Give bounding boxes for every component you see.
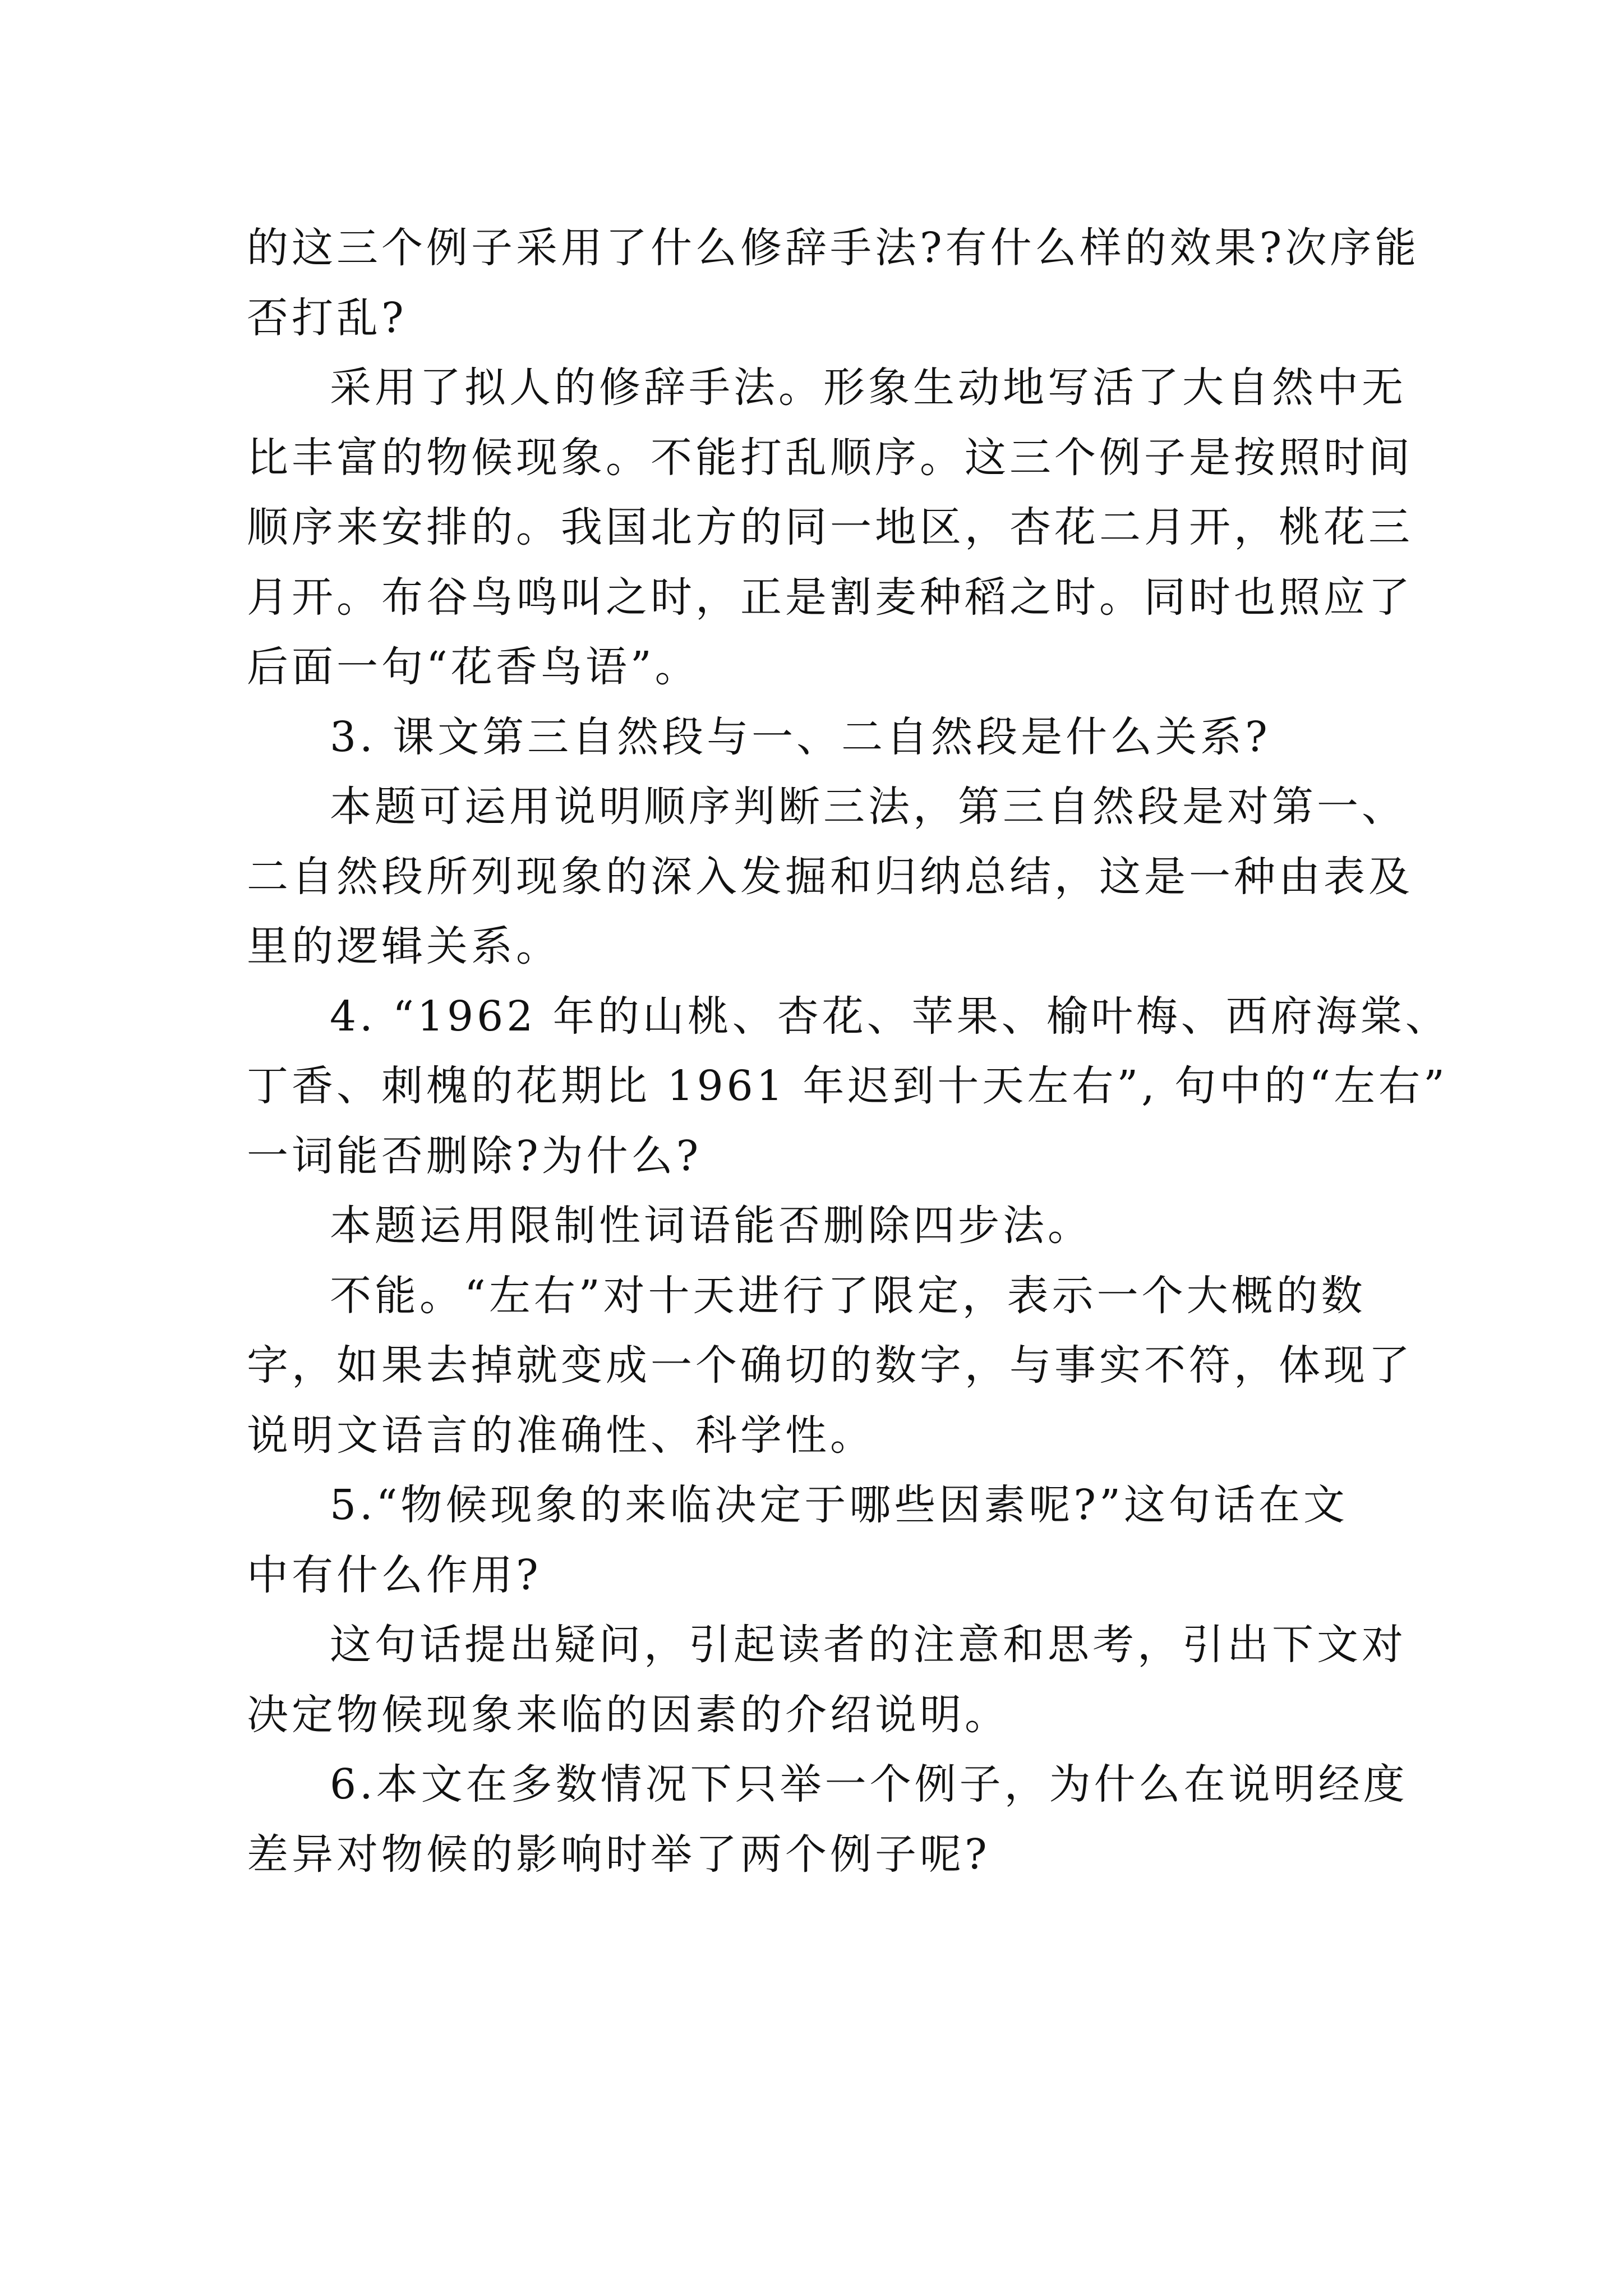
text-line: 说明文语言的准确性、科学性。 [247, 1411, 875, 1460]
text-line: 差异对物候的影响时举了两个例子呢? [247, 1830, 990, 1879]
text-line: 字，如果去掉就变成一个确切的数字，与事实不符，体现了 [247, 1341, 1413, 1389]
question-line: 4. “1962 年的山桃、杏花、苹果、榆叶梅、西府海棠、 [330, 992, 1450, 1041]
text-line: 不能。“左右”对十天进行了限定，表示一个大概的数 [330, 1271, 1366, 1320]
text-line: 采用了拟人的修辞手法。形象生动地写活了大自然中无 [330, 364, 1407, 412]
text-line: 后面一句“花香鸟语”。 [247, 643, 700, 691]
text-line: 本题运用限制性词语能否删除四步法。 [330, 1202, 1092, 1250]
text-line: 的这三个例子采用了什么修辞手法?有什么样的效果?次序能 [247, 224, 1420, 272]
text-line: 否打乱? [247, 293, 407, 342]
text-line: 二自然段所列现象的深入发掘和归纳总结，这是一种由表及 [247, 852, 1413, 901]
text-line: 这句话提出疑问，引起读者的注意和思考，引出下文对 [330, 1621, 1407, 1669]
question-line: 6.本文在多数情况下只举一个例子，为什么在说明经度 [330, 1760, 1408, 1809]
text-line: 本题可运用说明顺序判断三法，第三自然段是对第一、 [330, 783, 1407, 831]
text-line: 比丰富的物候现象。不能打乱顺序。这三个例子是按照时间 [247, 433, 1413, 482]
text-line: 里的逻辑关系。 [247, 922, 561, 970]
text-line: 中有什么作用? [247, 1550, 542, 1599]
text-line: 决定物候现象来临的因素的介绍说明。 [247, 1690, 1009, 1739]
question-line: 5.“物候现象的来临决定于哪些因素呢?”这句话在文 [330, 1481, 1348, 1529]
text-line: 月开。布谷鸟鸣叫之时，正是割麦种稻之时。同时也照应了 [247, 573, 1413, 622]
text-line: 丁香、刺槐的花期比 1961 年迟到十天左右”, 句中的“左右” [247, 1062, 1448, 1110]
document-body [247, 213, 1450, 1889]
text-line: 顺序来安排的。我国北方的同一地区，杏花二月开，桃花三 [247, 503, 1413, 551]
question-line: 3. 课文第三自然段与一、二自然段是什么关系? [330, 712, 1271, 761]
text-line: 一词能否删除?为什么? [247, 1131, 702, 1180]
